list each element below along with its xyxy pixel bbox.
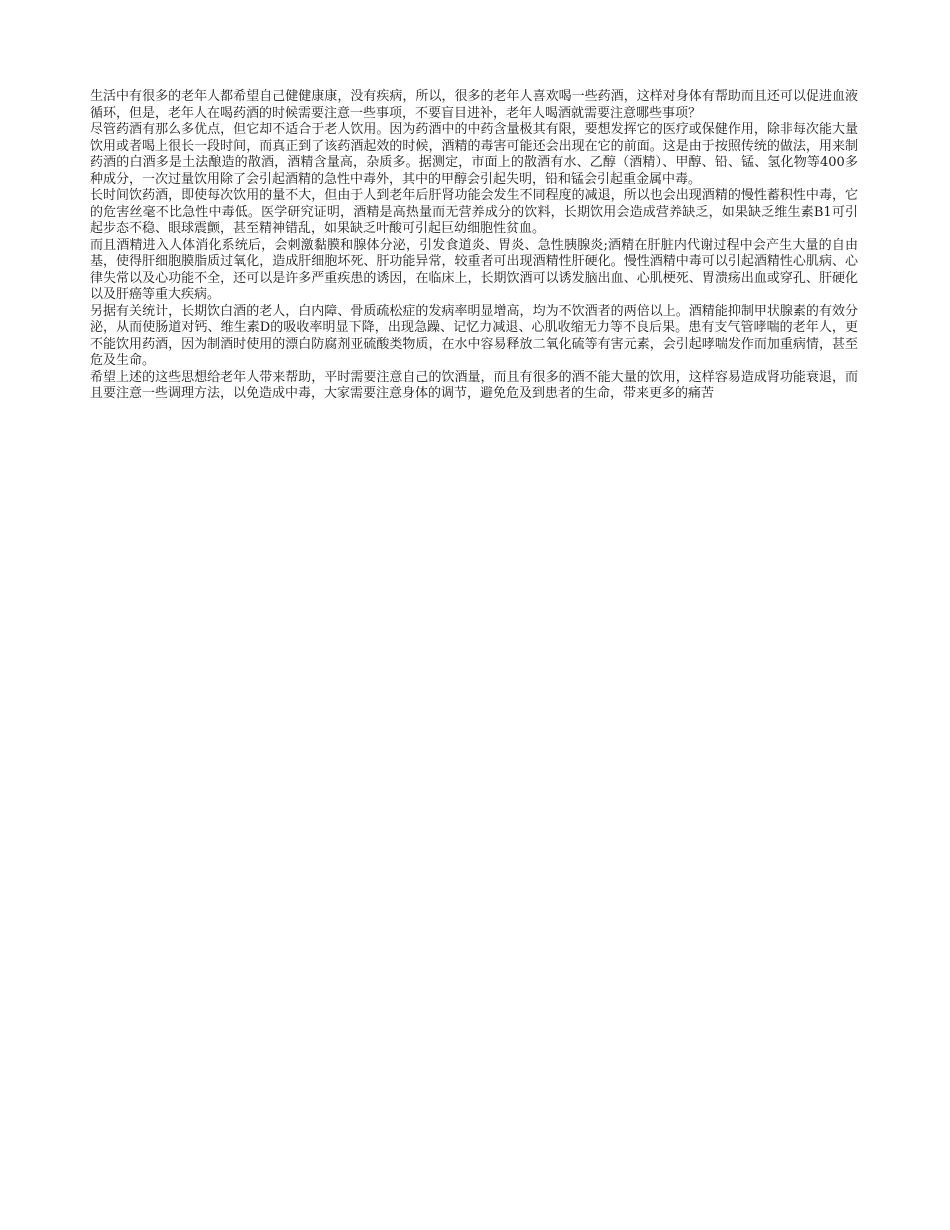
paragraph-unsuitable: 尽管药酒有那么多优点，但它却不适合于老人饮用。因为药酒中的中药含量极其有限，要想发挥它的医疗或保健作用，除非每次能大量饮用或者喝上很长一段时间，而真正到了该药酒起效的时候，酒精的毒害可能还会出现在它的前面。这是由于按照传统的做法，用来制药酒的白酒多是土法酿造的散酒，酒精含量高，杂质多。据测定，市面上的散酒有水、乙醇（酒精）、甲醇、铅、锰、氢化物等400多种成分，一次过量饮用除了会引起酒精的急性中毒外，其中的甲醇会引起失明，铅和锰会引起重金属中毒。 xyxy=(90,122,858,187)
article-body xyxy=(90,89,858,403)
paragraph-digestive-damage: 而且酒精进入人体消化系统后，会刺激黏膜和腺体分泌，引发食道炎、胃炎、急性胰腺炎;酒精在肝脏内代谢过程中会产生大量的自由基，使得肝细胞膜脂质过氧化，造成肝细胞坏死、肝功能异常，较重者可出现酒精性肝硬化。慢性酒精中毒可以引起酒精性心肌病、心律失常以及心功能不全，还可以是许多严重疾患的诱因，在临床上，长期饮酒可以诱发脑出血、心肌梗死、胃溃疡出血或穿孔、肝硬化以及肝癌等重大疾病。 xyxy=(90,237,858,302)
paragraph-chronic-poisoning: 长时间饮药酒，即使每次饮用的量不大，但由于人到老年后肝肾功能会发生不同程度的减退，所以也会出现酒精的慢性蓄积性中毒，它的危害丝毫不比急性中毒低。医学研究证明，酒精是高热量而无营养成分的饮料，长期饮用会造成营养缺乏，如果缺乏维生素B1可引起步态不稳、眼球震颤，甚至精神错乱，如果缺乏叶酸可引起巨幼细胞性贫血。 xyxy=(90,188,858,236)
paragraph-intro: 生活中有很多的老年人都希望自己健健康康，没有疾病，所以，很多的老年人喜欢喝一些药酒，这样对身体有帮助而且还可以促进血液循环，但是，老年人在喝药酒的时候需要注意一些事项，不要盲目进补，老年人喝酒就需要注意哪些事项？ xyxy=(90,89,858,121)
paragraph-statistics: 另据有关统计，长期饮白酒的老人，白内障、骨质疏松症的发病率明显增高，均为不饮酒者的两倍以上。酒精能抑制甲状腺素的有效分泌，从而使肠道对钙、维生素D的吸收率明显下降，出现急躁、记忆力减退、心肌收缩无力等不良后果。患有支气管哮喘的老年人，更不能饮用药酒，因为制酒时使用的漂白防腐剂亚硫酸类物质，在水中容易释放二氧化硫等有害元素，会引起哮喘发作而加重病情，甚至危及生命。 xyxy=(90,303,858,368)
paragraph-conclusion: 希望上述的这些思想给老年人带来帮助，平时需要注意自己的饮酒量，而且有很多的酒不能大量的饮用，这样容易造成肾功能衰退，而且要注意一些调理方法，以免造成中毒，大家需要注意身体的调节，避免危及到患者的生命，带来更多的痛苦 xyxy=(90,369,858,401)
